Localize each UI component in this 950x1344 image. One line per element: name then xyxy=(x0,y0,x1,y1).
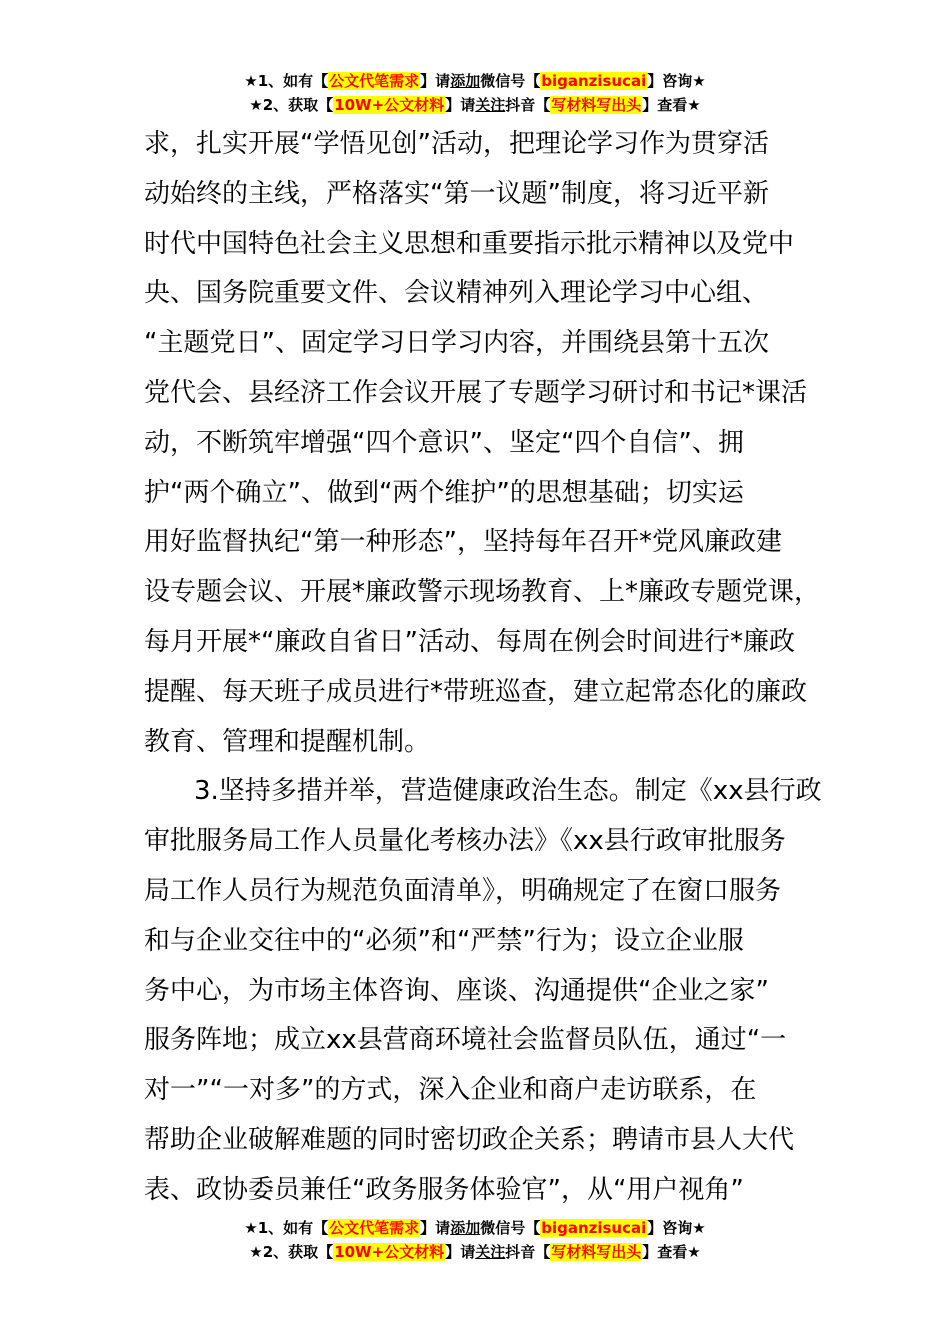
promo-text: 】请 xyxy=(445,96,476,114)
promo-highlight: biganzisucai xyxy=(541,72,647,90)
promo-highlight: biganzisucai xyxy=(541,1219,647,1237)
body-line: 务中心，为市场主体咨询、座谈、沟通提供“企业之家” xyxy=(144,975,769,1006)
promo-underlined-text: 关注 xyxy=(475,1243,506,1261)
promo-highlight: 写材料写出头 xyxy=(551,96,642,114)
body-line: “主题党日”、固定学习日学习内容，并围绕县第十五次 xyxy=(144,328,769,359)
footer-promo-banner xyxy=(0,1216,950,1264)
promo-text: 】请 xyxy=(420,1219,451,1237)
paragraph-heading-line: 3.坚持多措并举，营造健康政治生态。制定《xx县行政 xyxy=(194,776,822,807)
promo-text: 抖音【 xyxy=(505,96,551,114)
body-line: 护“两个确立”、做到“两个维护”的思想基础；切实运 xyxy=(144,477,744,508)
promo-text: 】咨询★ xyxy=(647,72,706,90)
promo-highlight: 公文代笔需求 xyxy=(329,1219,420,1237)
promo-text: 】查看★ xyxy=(642,96,701,114)
body-line: 审批服务局工作人员量化考核办法》《xx县行政审批服务 xyxy=(144,826,786,857)
promo-text: 】查看★ xyxy=(642,1243,701,1261)
body-line: 用好监督执纪“第一种形态”，坚持每年召开*党风廉政建 xyxy=(144,527,782,558)
promo-highlight: 10W+公文材料 xyxy=(334,1243,445,1261)
promo-line-2 xyxy=(0,1240,950,1264)
promo-text: ★1、如有【 xyxy=(244,72,329,90)
body-line: 党代会、县经济工作会议开展了专题学习研讨和书记*课活 xyxy=(144,377,808,408)
promo-text: ★2、获取【 xyxy=(249,96,334,114)
body-line: 每月开展*“廉政自省日”活动、每周在例会时间进行*廉政 xyxy=(144,626,795,657)
promo-text: 】请 xyxy=(420,72,451,90)
promo-line-1 xyxy=(0,69,950,93)
body-line: 动，不断筑牢增强“四个意识”、坚定“四个自信”、拥 xyxy=(144,427,744,458)
promo-text: 抖音【 xyxy=(505,1243,551,1261)
promo-text: 】咨询★ xyxy=(647,1219,706,1237)
body-line: 和与企业交往中的“必须”和“严禁”行为；设立企业服 xyxy=(144,925,744,956)
promo-highlight: 10W+公文材料 xyxy=(334,96,445,114)
body-line: 服务阵地；成立xx县营商环境社会监督员队伍，通过“一 xyxy=(144,1025,787,1056)
body-line: 时代中国特色社会主义思想和重要指示批示精神以及党中 xyxy=(144,228,795,259)
header-promo-banner xyxy=(0,69,950,117)
promo-text: 】请 xyxy=(445,1243,476,1261)
promo-text: ★2、获取【 xyxy=(249,1243,334,1261)
body-line: 央、国务院重要文件、会议精神列入理论学习中心组、 xyxy=(144,278,769,309)
body-line: 表、政协委员兼任“政务服务体验官”，从“用户视角” xyxy=(144,1174,744,1205)
body-line: 求，扎实开展“学悟见创”活动，把理论学习作为贯穿活 xyxy=(144,129,769,159)
promo-underlined-text: 关注 xyxy=(475,96,506,114)
body-line: 对一”“一对多”的方式，深入企业和商户走访联系，在 xyxy=(144,1075,757,1106)
promo-highlight: 公文代笔需求 xyxy=(329,72,420,90)
body-line: 提醒、每天班子成员进行*带班巡查，建立起常态化的廉政 xyxy=(144,676,808,707)
promo-line-2 xyxy=(0,93,950,117)
promo-text: ★1、如有【 xyxy=(244,1219,329,1237)
body-line: 帮助企业破解难题的同时密切政企关系；聘请市县人大代 xyxy=(144,1124,795,1155)
promo-line-1 xyxy=(0,1216,950,1240)
promo-text: 微信号【 xyxy=(480,1219,541,1237)
promo-underlined-text: 添加 xyxy=(450,72,481,90)
promo-highlight: 写材料写出头 xyxy=(551,1243,642,1261)
body-line: 教育、管理和提醒机制。 xyxy=(144,726,431,757)
promo-text: 微信号【 xyxy=(480,72,541,90)
body-line: 局工作人员行为规范负面清单》，明确规定了在窗口服务 xyxy=(144,875,782,906)
document-body xyxy=(144,120,844,1216)
body-line: 设专题会议、开展*廉政警示现场教育、上*廉政专题党课， xyxy=(144,577,821,608)
body-line: 动始终的主线，严格落实“第一议题”制度，将习近平新 xyxy=(144,178,769,209)
promo-underlined-text: 添加 xyxy=(450,1219,481,1237)
